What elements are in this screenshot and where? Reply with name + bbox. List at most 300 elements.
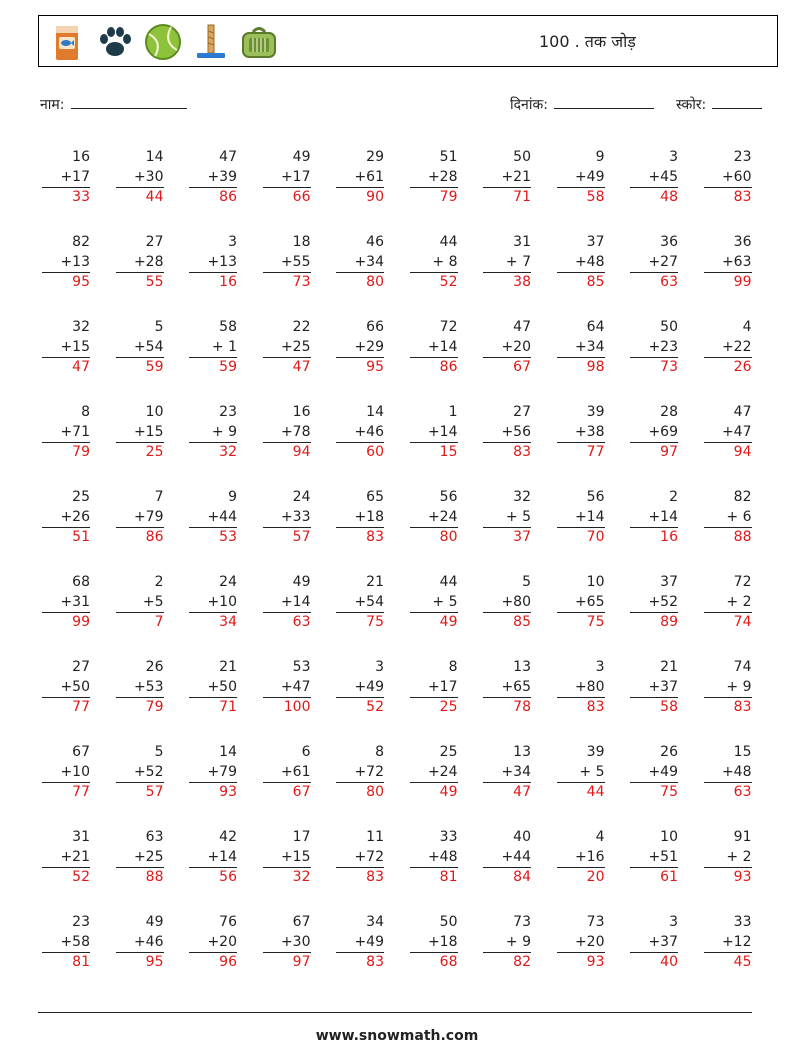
answer: 98 (586, 359, 605, 375)
top-number: 73 (513, 914, 531, 930)
top-number: 32 (513, 489, 531, 505)
top-number: 13 (513, 744, 531, 760)
addition-problem (410, 148, 458, 208)
top-number: 63 (145, 829, 164, 845)
answer: 81 (439, 869, 458, 885)
addend: + 2 (704, 848, 752, 869)
answer: 63 (292, 614, 311, 630)
top-number: 32 (72, 319, 90, 335)
answer: 73 (292, 274, 311, 290)
pet-carrier-icon (239, 22, 279, 62)
addition-problem (557, 743, 605, 803)
top-number: 27 (72, 659, 90, 675)
top-number: 51 (439, 149, 458, 165)
top-number: 24 (292, 489, 311, 505)
addition-problem (189, 403, 237, 463)
answer: 63 (733, 784, 752, 800)
top-number: 24 (219, 574, 237, 590)
answer: 59 (145, 359, 164, 375)
addition-problem (263, 233, 311, 293)
date-field (510, 94, 654, 114)
addend: +39 (189, 168, 237, 189)
top-number: 23 (733, 149, 752, 165)
addend: +49 (557, 168, 605, 189)
addition-problem (630, 828, 678, 888)
top-number: 31 (513, 234, 531, 250)
addend: +10 (189, 593, 237, 614)
addend: +52 (116, 763, 164, 784)
addend: +20 (483, 338, 531, 359)
top-number: 36 (660, 234, 678, 250)
top-number: 5 (154, 319, 164, 335)
addend: + 9 (189, 423, 237, 444)
top-number: 67 (72, 744, 90, 760)
addend: +26 (42, 508, 90, 529)
addend: +48 (557, 253, 605, 274)
answer: 97 (660, 444, 678, 460)
answer: 77 (72, 784, 90, 800)
addend: +56 (483, 423, 531, 444)
addend: +69 (630, 423, 678, 444)
addend: +10 (42, 763, 90, 784)
answer: 67 (513, 359, 531, 375)
top-number: 3 (669, 149, 678, 165)
top-number: 10 (586, 574, 605, 590)
answer: 75 (586, 614, 605, 630)
addend: +61 (263, 763, 311, 784)
addition-problem (42, 913, 90, 973)
addend: +72 (336, 848, 384, 869)
answer: 61 (660, 869, 678, 885)
top-number: 76 (219, 914, 237, 930)
answer: 56 (219, 869, 237, 885)
addition-problem (263, 488, 311, 548)
addend: +80 (483, 593, 531, 614)
top-number: 3 (375, 659, 384, 675)
answer: 7 (154, 614, 164, 630)
addition-problem (557, 148, 605, 208)
addition-problem (336, 828, 384, 888)
top-number: 49 (292, 149, 311, 165)
addition-problem (189, 148, 237, 208)
addition-problem (336, 913, 384, 973)
problem-row (42, 828, 762, 898)
top-number: 1 (448, 404, 458, 420)
addition-problem (704, 573, 752, 633)
top-number: 73 (586, 914, 605, 930)
addend: +16 (557, 848, 605, 869)
top-number: 23 (72, 914, 90, 930)
fish-food-bag-icon (47, 22, 87, 62)
addition-problem (557, 488, 605, 548)
addition-problem (704, 913, 752, 973)
addend: +48 (410, 848, 458, 869)
addend: + 9 (483, 933, 531, 954)
addend: +29 (336, 338, 384, 359)
answer: 15 (439, 444, 458, 460)
answer: 83 (366, 869, 384, 885)
addition-problem (263, 828, 311, 888)
top-number: 50 (439, 914, 458, 930)
addition-problem (336, 743, 384, 803)
answer: 71 (513, 189, 531, 205)
answer: 95 (366, 359, 384, 375)
addend: +14 (410, 423, 458, 444)
top-number: 14 (366, 404, 384, 420)
answer: 53 (219, 529, 237, 545)
addition-problem (704, 488, 752, 548)
addend: +58 (42, 933, 90, 954)
addend: +44 (189, 508, 237, 529)
addition-problem (336, 233, 384, 293)
addend: + 2 (704, 593, 752, 614)
name-blank (71, 94, 187, 109)
addend: +48 (704, 763, 752, 784)
addition-problem (263, 658, 311, 718)
addend: +18 (336, 508, 384, 529)
addition-problem (336, 658, 384, 718)
addition-problem (116, 573, 164, 633)
top-number: 36 (733, 234, 752, 250)
answer: 95 (145, 954, 164, 970)
answer: 16 (660, 529, 678, 545)
addend: +15 (116, 423, 164, 444)
answer: 75 (660, 784, 678, 800)
problem-row (42, 743, 762, 813)
addition-problem (410, 488, 458, 548)
answer: 86 (219, 189, 237, 205)
score-label: स्कोर: (676, 97, 707, 113)
answer: 77 (72, 699, 90, 715)
addition-problem (630, 148, 678, 208)
addition-problem (483, 318, 531, 378)
addition-problem (42, 573, 90, 633)
answer: 52 (72, 869, 90, 885)
answer: 74 (733, 614, 752, 630)
answer: 83 (586, 699, 605, 715)
addition-problem (704, 148, 752, 208)
problem-row (42, 148, 762, 218)
answer: 55 (145, 274, 164, 290)
addend: +63 (704, 253, 752, 274)
addition-problem (42, 148, 90, 208)
addition-problem (410, 658, 458, 718)
answer: 60 (366, 444, 384, 460)
answer: 85 (513, 614, 531, 630)
addition-problem (483, 828, 531, 888)
addition-problem (189, 233, 237, 293)
answer: 49 (439, 614, 458, 630)
addend: +30 (263, 933, 311, 954)
footer-site: www.snowmath.com (315, 1028, 479, 1044)
answer: 34 (219, 614, 237, 630)
top-number: 39 (586, 744, 605, 760)
top-number: 66 (366, 319, 384, 335)
addition-problem (410, 403, 458, 463)
top-number: 25 (439, 744, 458, 760)
answer: 93 (733, 869, 752, 885)
addition-problem (263, 403, 311, 463)
problem-row (42, 488, 762, 558)
addition-problem (704, 233, 752, 293)
addend: +28 (116, 253, 164, 274)
addition-problem (263, 743, 311, 803)
answer: 45 (733, 954, 752, 970)
top-number: 53 (292, 659, 311, 675)
addition-problem (116, 488, 164, 548)
top-number: 33 (733, 914, 752, 930)
addition-problem (42, 743, 90, 803)
top-number: 13 (513, 659, 531, 675)
answer: 99 (733, 274, 752, 290)
answer: 47 (72, 359, 90, 375)
addend: +37 (630, 678, 678, 699)
top-number: 28 (660, 404, 678, 420)
answer: 25 (439, 699, 458, 715)
addend: +20 (557, 933, 605, 954)
addend: +25 (263, 338, 311, 359)
addition-problem (116, 743, 164, 803)
addend: +24 (410, 763, 458, 784)
top-number: 25 (72, 489, 90, 505)
addend: +79 (189, 763, 237, 784)
addition-problem (336, 488, 384, 548)
addend: +14 (263, 593, 311, 614)
addend: +15 (263, 848, 311, 869)
addition-problem (630, 573, 678, 633)
addition-problem (630, 318, 678, 378)
answer: 83 (733, 699, 752, 715)
top-number: 34 (366, 914, 384, 930)
addend: + 1 (189, 338, 237, 359)
addend: +54 (336, 593, 384, 614)
addition-problem (189, 913, 237, 973)
answer: 100 (283, 699, 311, 715)
date-label: दिनांक: (510, 97, 548, 113)
addition-problem (116, 318, 164, 378)
addend: +47 (704, 423, 752, 444)
top-number: 9 (228, 489, 237, 505)
answer: 33 (72, 189, 90, 205)
name-field (40, 94, 187, 114)
top-number: 26 (660, 744, 678, 760)
addition-problem (483, 658, 531, 718)
addend: +44 (483, 848, 531, 869)
addition-problem (557, 233, 605, 293)
addend: +71 (42, 423, 90, 444)
top-number: 21 (219, 659, 237, 675)
addition-problem (42, 318, 90, 378)
addition-problem (630, 233, 678, 293)
top-number: 44 (439, 574, 458, 590)
addend: +45 (630, 168, 678, 189)
top-number: 3 (228, 234, 237, 250)
addition-problem (410, 318, 458, 378)
answer: 80 (366, 784, 384, 800)
addend: +54 (116, 338, 164, 359)
addend: +31 (42, 593, 90, 614)
date-blank (554, 94, 654, 109)
addition-problem (42, 488, 90, 548)
addend: +61 (336, 168, 384, 189)
answer: 90 (366, 189, 384, 205)
top-number: 67 (292, 914, 311, 930)
answer: 58 (586, 189, 605, 205)
answer: 77 (586, 444, 605, 460)
top-number: 27 (145, 234, 164, 250)
answer: 52 (439, 274, 458, 290)
answer: 67 (292, 784, 311, 800)
addition-problem (116, 828, 164, 888)
addition-problem (116, 148, 164, 208)
addition-problem (483, 913, 531, 973)
top-number: 72 (439, 319, 458, 335)
answer: 44 (145, 189, 164, 205)
answer: 79 (145, 699, 164, 715)
addend: +30 (116, 168, 164, 189)
answer: 63 (660, 274, 678, 290)
answer: 93 (586, 954, 605, 970)
top-number: 65 (366, 489, 384, 505)
addend: +20 (189, 933, 237, 954)
addition-problem (483, 148, 531, 208)
top-number: 10 (660, 829, 678, 845)
answer: 32 (292, 869, 311, 885)
addend: +21 (483, 168, 531, 189)
addend: +49 (336, 678, 384, 699)
top-number: 49 (292, 574, 311, 590)
addition-problem (42, 658, 90, 718)
addend: +14 (189, 848, 237, 869)
answer: 96 (219, 954, 237, 970)
addend: +14 (557, 508, 605, 529)
problem-row (42, 233, 762, 303)
top-number: 39 (586, 404, 605, 420)
addend: +33 (263, 508, 311, 529)
addend: +17 (42, 168, 90, 189)
answer: 40 (660, 954, 678, 970)
addend: + 9 (704, 678, 752, 699)
top-number: 82 (72, 234, 90, 250)
answer: 32 (219, 444, 237, 460)
answer: 99 (72, 614, 90, 630)
addend: +15 (42, 338, 90, 359)
addition-problem (483, 743, 531, 803)
top-number: 42 (219, 829, 237, 845)
score-field (676, 94, 762, 114)
addition-problem (336, 403, 384, 463)
addend: +49 (630, 763, 678, 784)
addition-problem (557, 913, 605, 973)
addition-problem (704, 828, 752, 888)
answer: 20 (586, 869, 605, 885)
problem-row (42, 658, 762, 728)
answer: 89 (660, 614, 678, 630)
addend: +22 (704, 338, 752, 359)
top-number: 44 (439, 234, 458, 250)
top-number: 27 (513, 404, 531, 420)
addend: +80 (557, 678, 605, 699)
answer: 75 (366, 614, 384, 630)
addend: +23 (630, 338, 678, 359)
addend: +18 (410, 933, 458, 954)
addend: +34 (483, 763, 531, 784)
answer: 48 (660, 189, 678, 205)
addition-problem (116, 658, 164, 718)
icon-strip (47, 22, 279, 62)
top-number: 14 (219, 744, 237, 760)
top-number: 72 (733, 574, 752, 590)
addend: +53 (116, 678, 164, 699)
addend: +14 (410, 338, 458, 359)
top-number: 8 (448, 659, 458, 675)
answer: 86 (145, 529, 164, 545)
top-number: 47 (513, 319, 531, 335)
top-number: 23 (219, 404, 237, 420)
addition-problem (483, 233, 531, 293)
top-number: 18 (292, 234, 311, 250)
top-number: 50 (660, 319, 678, 335)
answer: 88 (733, 529, 752, 545)
addend: + 5 (483, 508, 531, 529)
top-number: 37 (660, 574, 678, 590)
answer: 97 (292, 954, 311, 970)
answer: 51 (72, 529, 90, 545)
addition-problem (410, 913, 458, 973)
answer: 83 (366, 954, 384, 970)
addend: + 6 (704, 508, 752, 529)
addend: +52 (630, 593, 678, 614)
addend: +49 (336, 933, 384, 954)
top-number: 91 (733, 829, 752, 845)
answer: 57 (292, 529, 311, 545)
top-number: 47 (733, 404, 752, 420)
answer: 66 (292, 189, 311, 205)
addition-problem (483, 403, 531, 463)
addend: +37 (630, 933, 678, 954)
top-number: 37 (586, 234, 605, 250)
answer: 86 (439, 359, 458, 375)
addition-problem (630, 913, 678, 973)
addend: + 7 (483, 253, 531, 274)
top-number: 56 (439, 489, 458, 505)
top-number: 47 (219, 149, 237, 165)
answer: 83 (733, 189, 752, 205)
answer: 47 (292, 359, 311, 375)
addition-problem (189, 658, 237, 718)
addition-problem (630, 658, 678, 718)
addition-problem (336, 148, 384, 208)
top-number: 49 (145, 914, 164, 930)
answer: 78 (513, 699, 531, 715)
addition-problem (557, 403, 605, 463)
top-number: 2 (669, 489, 678, 505)
answer: 25 (145, 444, 164, 460)
top-number: 82 (733, 489, 752, 505)
addend: +34 (557, 338, 605, 359)
answer: 80 (439, 529, 458, 545)
top-number: 64 (586, 319, 605, 335)
addition-problem (410, 828, 458, 888)
answer: 93 (219, 784, 237, 800)
addend: +46 (336, 423, 384, 444)
answer: 94 (733, 444, 752, 460)
answer: 81 (72, 954, 90, 970)
name-label: नाम: (40, 97, 65, 113)
addition-problem (116, 403, 164, 463)
addend: +65 (483, 678, 531, 699)
answer: 85 (586, 274, 605, 290)
